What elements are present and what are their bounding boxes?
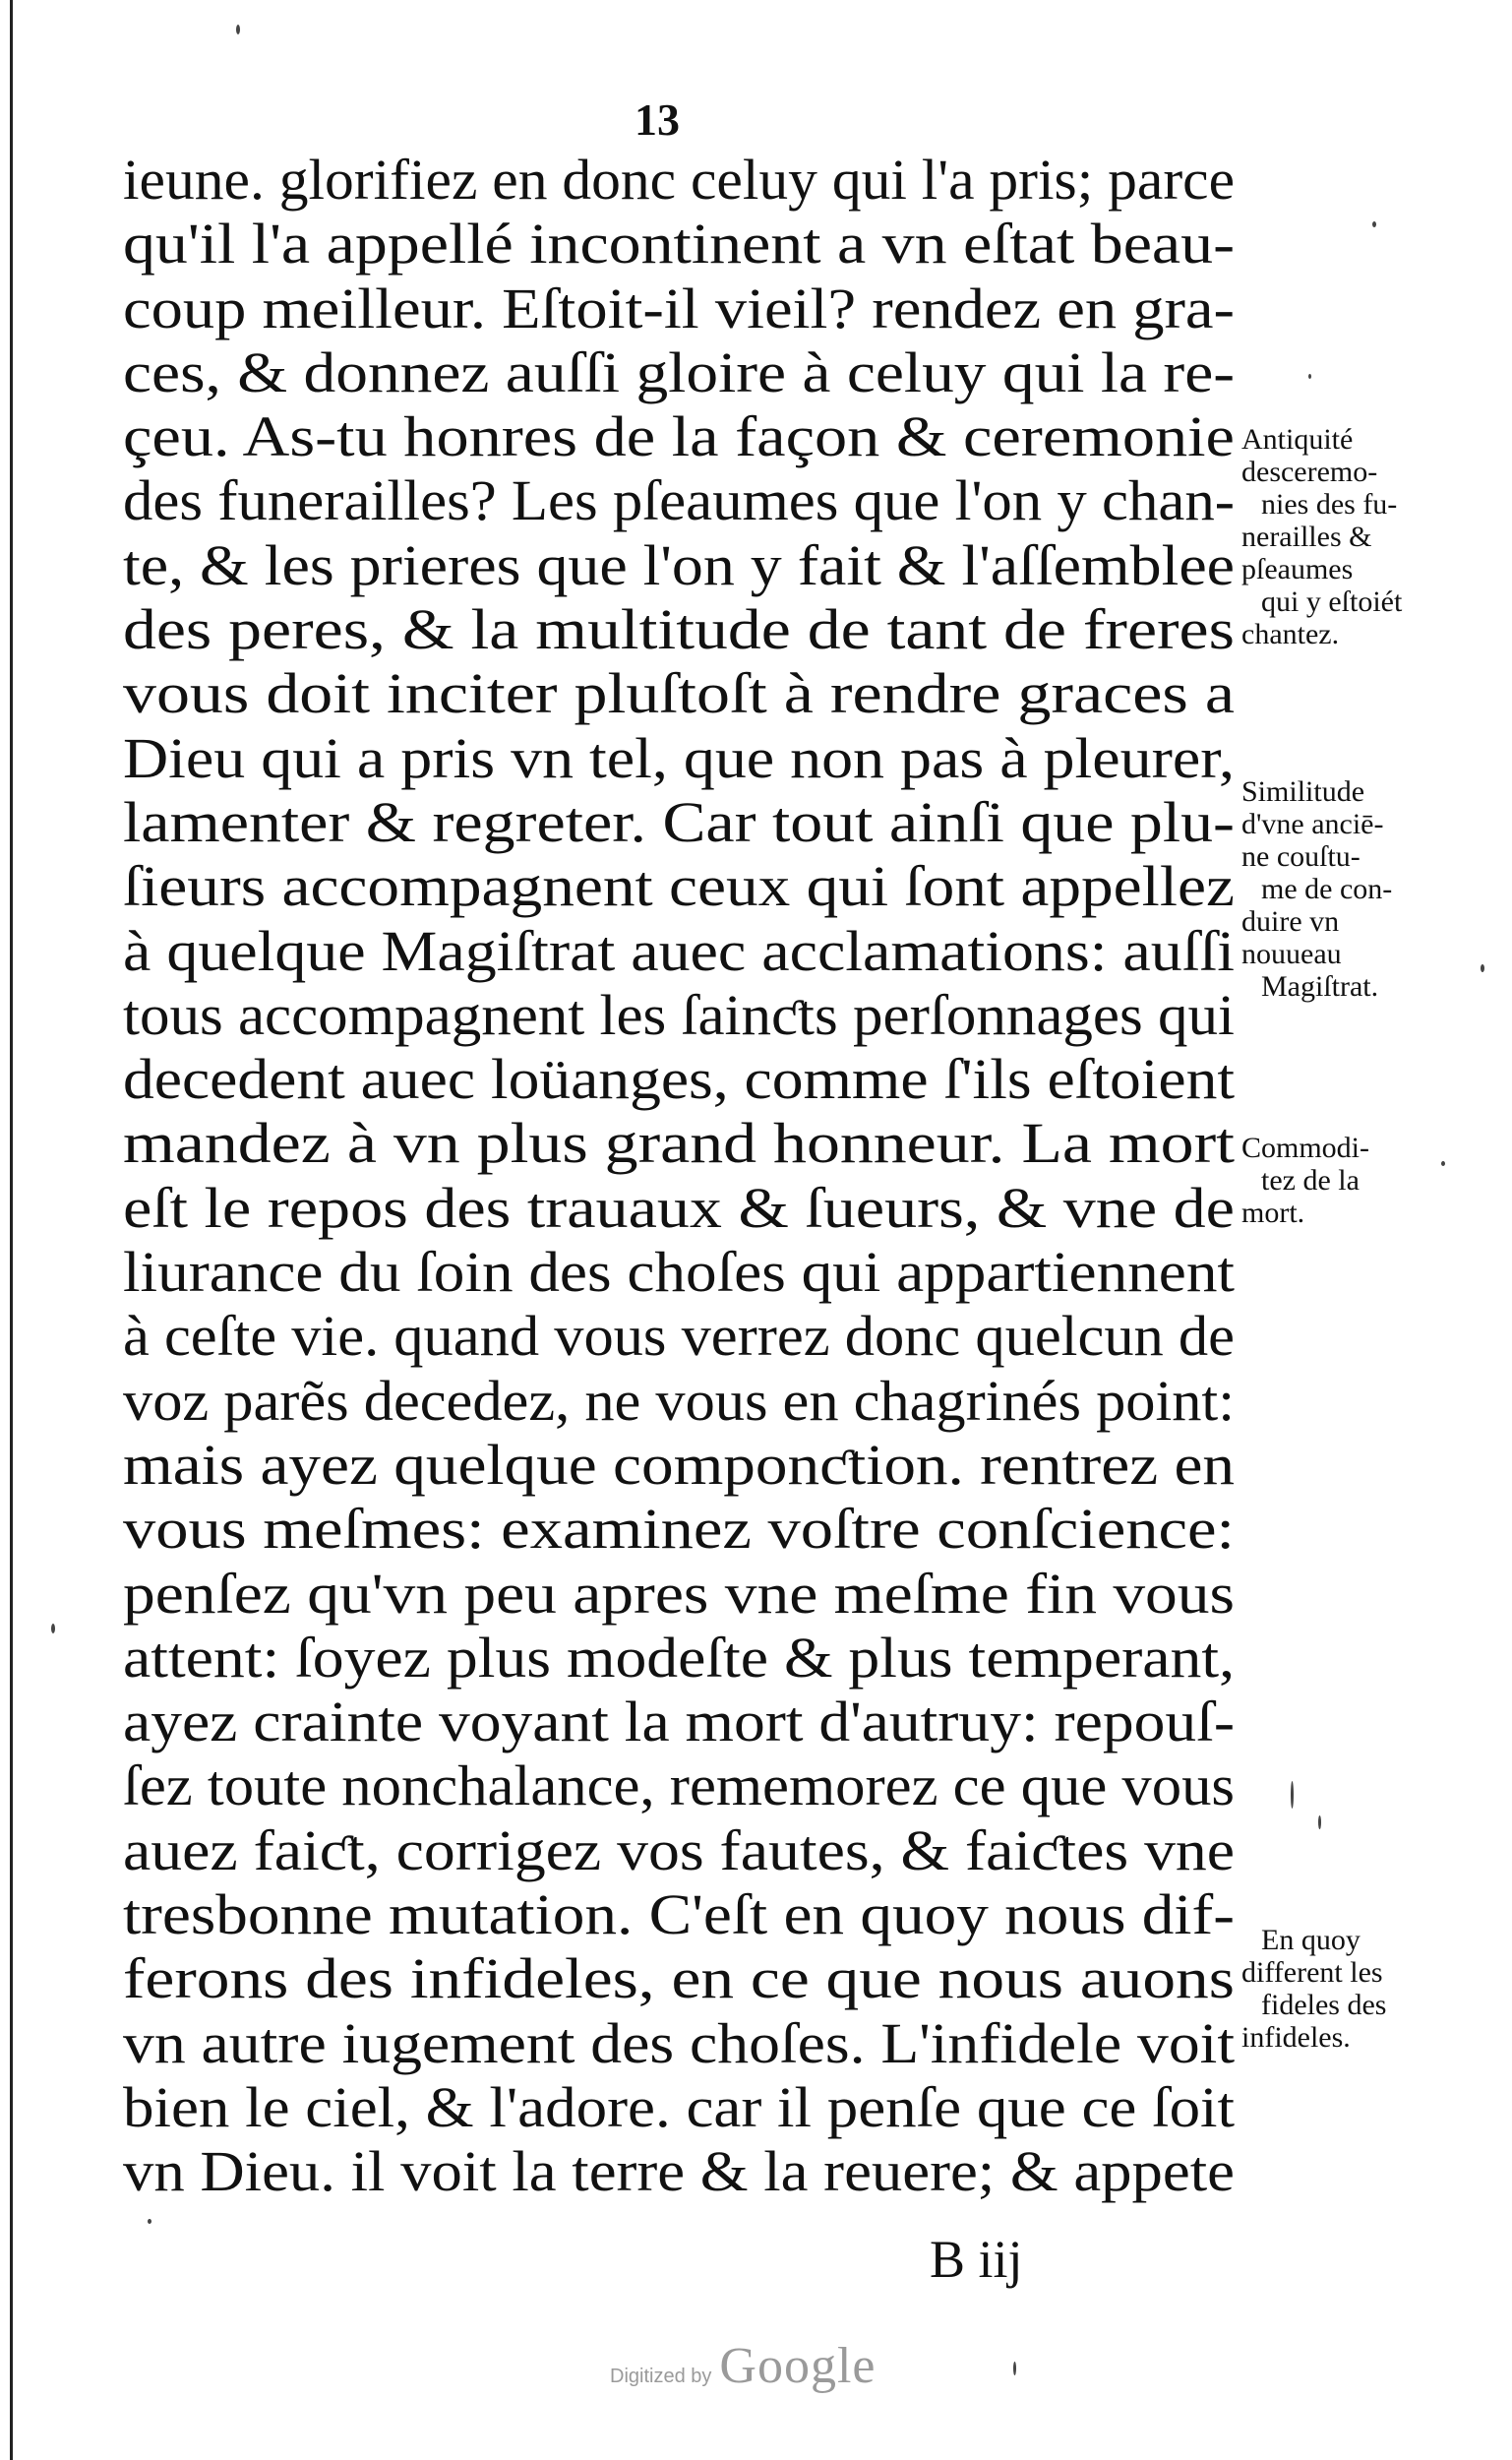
margin-note-line: me de con- bbox=[1261, 873, 1393, 905]
margin-note-similitude bbox=[1241, 775, 1478, 1003]
digitized-watermark bbox=[610, 2337, 876, 2396]
scan-speck bbox=[51, 1624, 55, 1633]
body-line: des funerailles? Les pſeaumes que l'on y chan- bbox=[123, 468, 1235, 533]
body-line: tous accompagnent les ſainƈts perſonnages qui bbox=[123, 982, 1235, 1047]
body-line: voz parẽs decedez, ne vous en chagrinés point: bbox=[123, 1368, 1235, 1433]
margin-note-commoditez bbox=[1241, 1132, 1478, 1229]
body-line: ieune. glorifiez en donc celuy qui l'a pris; parce bbox=[123, 148, 1235, 212]
scan-speck bbox=[148, 2219, 151, 2224]
scan-speck bbox=[1441, 1161, 1445, 1166]
body-line: Dieu qui a pris vn tel, que non pas à pleurer, bbox=[123, 725, 1235, 790]
body-line: attent: ſoyez plus modeſte & plus temperant, bbox=[123, 1625, 1235, 1690]
body-line: ſez toute nonchalance, rememorez ce que vous bbox=[123, 1753, 1235, 1818]
body-line: vn autre iugement des choſes. L'infidele voit bbox=[123, 2010, 1235, 2075]
margin-note-line: duire vn bbox=[1241, 905, 1340, 938]
scan-speck bbox=[1291, 1781, 1294, 1809]
signature-mark: B iij bbox=[930, 2230, 1023, 2289]
body-line: vous meſmes: examinez voſtre conſcience: bbox=[123, 1497, 1235, 1562]
margin-note-line: Antiquité bbox=[1241, 423, 1354, 456]
body-line: des peres, & la multitude de tant de freres bbox=[123, 597, 1235, 662]
body-line: vn Dieu. il voit la terre & la reuere; & appete bbox=[123, 2139, 1235, 2204]
margin-note-line: chantez. bbox=[1241, 618, 1340, 650]
body-text bbox=[123, 148, 1235, 2204]
margin-note-line: desceremo- bbox=[1241, 456, 1378, 488]
margin-note-line: nies des fu- bbox=[1261, 488, 1398, 521]
scan-speck bbox=[1308, 374, 1311, 379]
margin-note-line: infideles. bbox=[1241, 2021, 1351, 2054]
margin-note-line: qui y eſtoiét bbox=[1261, 585, 1403, 618]
body-line: à ceſte vie. quand vous verrez donc quelcun de bbox=[123, 1304, 1235, 1369]
body-line: decedent auec loüanges, comme ſ'ils eſtoient bbox=[123, 1047, 1235, 1112]
page-edge-line bbox=[10, 0, 13, 2460]
page-number: 13 bbox=[635, 94, 680, 145]
body-line: ces, & donnez auſſi gloire à celuy qui la re- bbox=[123, 339, 1235, 404]
margin-note-line: d'vne anciē- bbox=[1241, 808, 1384, 840]
margin-note-line: Magiſtrat. bbox=[1261, 970, 1379, 1003]
body-line: bien le ciel, & l'adore. car il penſe que ce ſoit bbox=[123, 2074, 1235, 2139]
body-line: auez faiƈt, corrigez vos fautes, & faiƈtes vne bbox=[123, 1817, 1235, 1882]
body-line: coup meilleur. Eſtoit-il vieil? rendez en gra- bbox=[123, 276, 1235, 340]
body-line: çeu. As-tu honres de la façon & ceremonie bbox=[123, 404, 1235, 469]
margin-note-line: tez de la bbox=[1261, 1164, 1360, 1197]
body-line: te, & les prieres que l'on y fait & l'aſſemblee bbox=[123, 532, 1235, 597]
margin-note-line: Similitude bbox=[1241, 775, 1365, 808]
margin-note-line: nerailles & bbox=[1241, 521, 1372, 553]
body-line: ferons des infideles, en ce que nous auons bbox=[123, 1946, 1235, 2011]
margin-note-line: nouueau bbox=[1241, 938, 1342, 970]
body-line: tresbonne mutation. C'eſt en quoy nous dif- bbox=[123, 1882, 1235, 1947]
margin-note-line: fideles des bbox=[1261, 1989, 1387, 2021]
body-line: penſez qu'vn peu apres vne meſme fin vous bbox=[123, 1561, 1235, 1626]
body-line: à quelque Magiſtrat auec acclamations: auſſi bbox=[123, 918, 1235, 983]
body-line: ſieurs accompagnent ceux qui ſont appellez bbox=[123, 854, 1235, 919]
watermark-prefix: Digitized by bbox=[610, 2366, 712, 2387]
body-line: mandez à vn plus grand honneur. La mort bbox=[123, 1111, 1235, 1176]
margin-note-line: pſeaumes bbox=[1241, 553, 1354, 585]
margin-note-antiquite bbox=[1241, 423, 1478, 650]
margin-note-line: mort. bbox=[1241, 1197, 1305, 1229]
margin-note-line: different les bbox=[1241, 1956, 1383, 1989]
scan-speck bbox=[1372, 221, 1376, 227]
margin-note-differents bbox=[1241, 1924, 1478, 2054]
scan-speck bbox=[1481, 964, 1484, 972]
margin-note-line: ne couſtu- bbox=[1241, 840, 1361, 873]
body-line: vous doit inciter pluſtoſt à rendre graces a bbox=[123, 661, 1235, 726]
google-logo: Google bbox=[719, 2338, 877, 2394]
body-line: liurance du ſoin des choſes qui appartiennent bbox=[123, 1240, 1235, 1305]
scan-speck bbox=[1318, 1815, 1321, 1829]
margin-note-line: Commodi- bbox=[1241, 1132, 1370, 1164]
body-line: eſt le repos des trauaux & ſueurs, & vne de bbox=[123, 1175, 1235, 1240]
body-line: mais ayez quelque componƈtion. rentrez en bbox=[123, 1432, 1235, 1497]
body-line: lamenter & regreter. Car tout ainſi que plu- bbox=[123, 789, 1235, 854]
body-line: qu'il l'a appellé incontinent a vn eſtat beau- bbox=[123, 212, 1235, 277]
body-line: ayez crainte voyant la mort d'autruy: repouſ- bbox=[123, 1690, 1235, 1754]
scan-speck bbox=[236, 25, 240, 34]
margin-note-line: En quoy bbox=[1261, 1924, 1361, 1956]
scan-speck bbox=[1013, 2362, 1016, 2375]
